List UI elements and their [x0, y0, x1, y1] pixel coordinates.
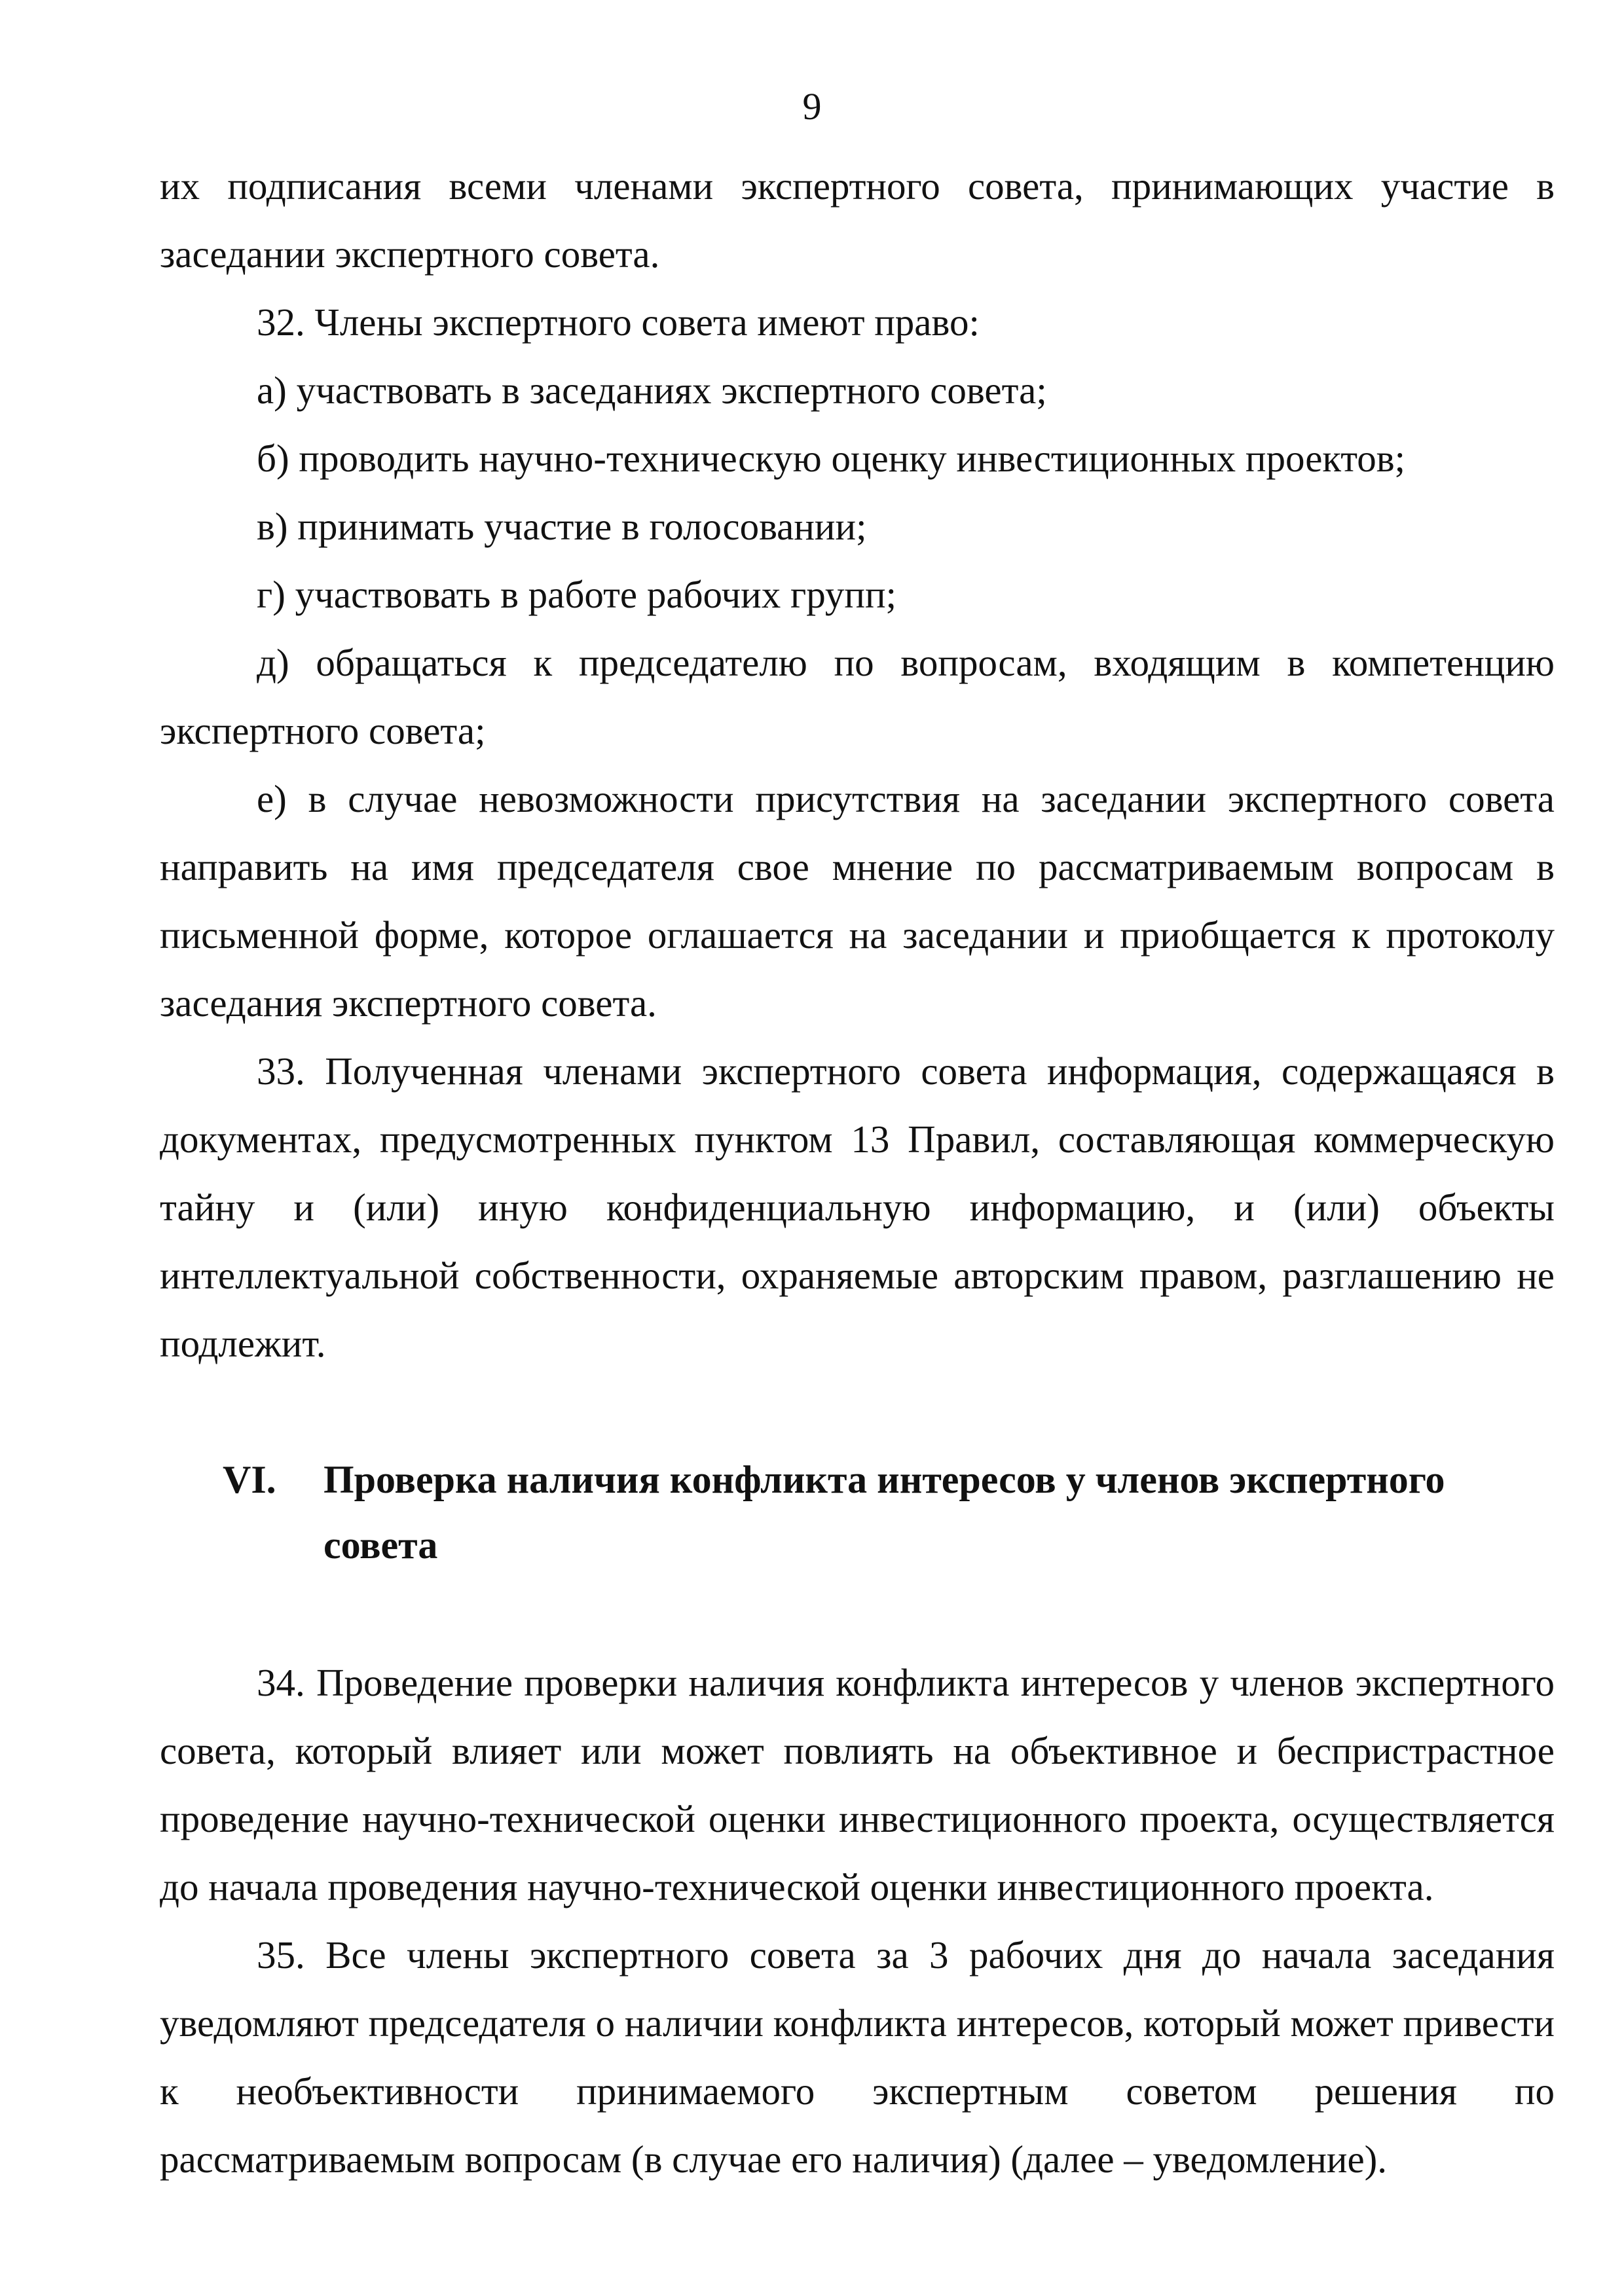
section-heading — [160, 1447, 1555, 1578]
page-number: 9 — [802, 85, 822, 128]
section-title: Проверка наличия конфликта интересов у членов экспертного совета — [323, 1458, 1445, 1567]
section-number: VI. — [223, 1458, 276, 1501]
paragraph-32-v: в) принимать участие в голосовании; — [257, 505, 867, 548]
paragraph-34: 34. Проведение проверки наличия конфликта интересов у членов экспертного совета, который влияет или может повлиять на объективное и беспристрастное проведение научно-технической оценки инвестиционного проекта, осуществляется до начала проведения научно-технической оценки инвестиционного проекта. — [160, 1661, 1555, 1908]
paragraph-32-b: б) проводить научно-техническую оценку инвестиционных проектов; — [257, 437, 1406, 480]
paragraph-32: 32. Члены экспертного совета имеют право: — [257, 301, 980, 344]
paragraph-32-a: а) участвовать в заседаниях экспертного совета; — [257, 369, 1047, 412]
paragraph-32-g: г) участвовать в работе рабочих групп; — [257, 573, 896, 616]
paragraph-32-e: е) в случае невозможности присутствия на заседании экспертного совета направить на имя председателя свое мнение по рассматриваемым вопросам в письменной форме, которое оглашается на заседании и приобщается к протоколу заседания экспертного совета. — [160, 777, 1555, 1025]
paragraph-continuation: их подписания всеми членами экспертного совета, принимающих участие в заседании экспертного совета. — [160, 164, 1555, 276]
paragraph-33: 33. Полученная членами экспертного совета информация, содержащаяся в документах, предусмотренных пунктом 13 Правил, составляющая коммерческую тайну и (или) иную конфиденциальную информацию, и (или) объекты интеллектуальной собственности, охраняемые авторским правом, разглашению не подлежит. — [160, 1049, 1555, 1365]
document-body — [160, 152, 1555, 2193]
paragraph-35: 35. Все члены экспертного совета за 3 рабочих дня до начала заседания уведомляют председателя о наличии конфликта интересов, который может привести к необъективности принимаемого экспертным советом решения по рассматриваемым вопросам (в случае его наличия) (далее – уведомление). — [160, 1933, 1555, 2181]
paragraph-32-d: д) обращаться к председателю по вопросам, входящим в компетенцию экспертного совета; — [160, 641, 1555, 752]
